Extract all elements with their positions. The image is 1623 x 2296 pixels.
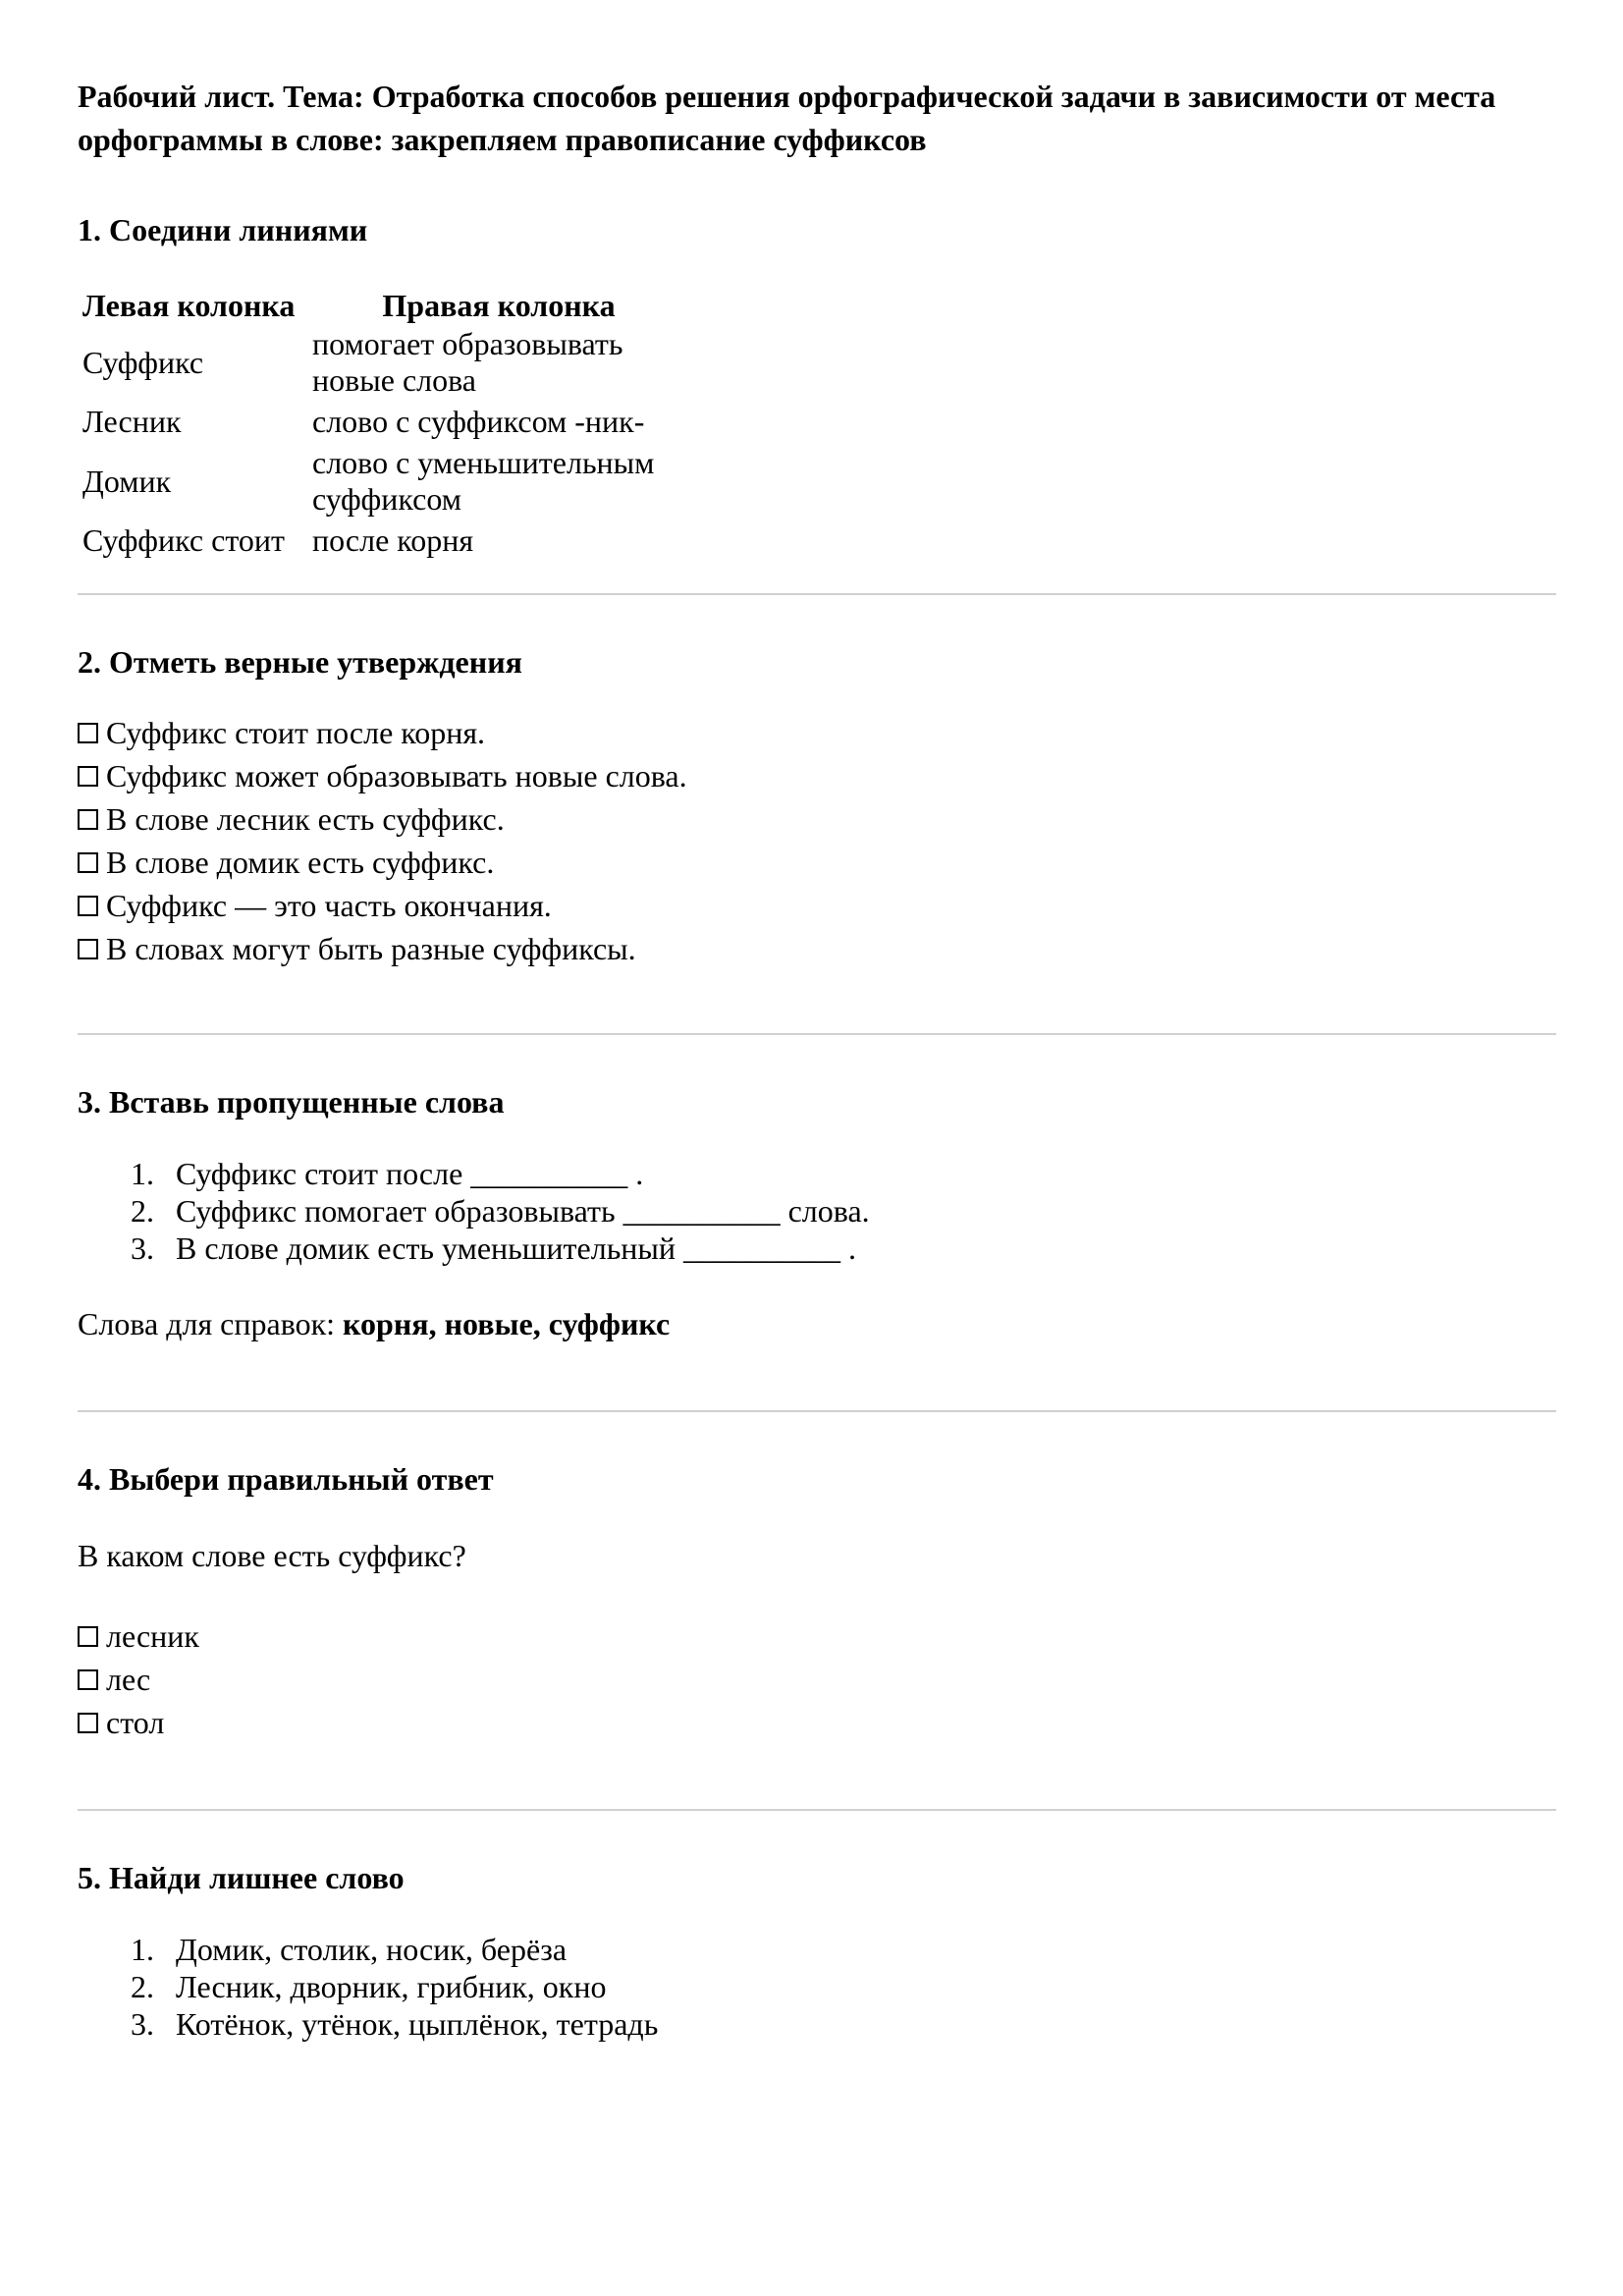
table-row — [82, 326, 685, 399]
list-item — [78, 1968, 1556, 2005]
checkbox[interactable] — [78, 766, 98, 787]
matching-table — [82, 285, 685, 564]
checkbox[interactable] — [78, 1713, 98, 1733]
table-row — [82, 518, 685, 564]
task4-question: В каком слове есть суффикс? — [78, 1538, 466, 1573]
col-left-header: Левая колонка — [82, 287, 296, 323]
reference-label: Слова для справок: — [78, 1306, 344, 1341]
reference-words — [78, 1304, 1556, 1343]
fill-in-list — [78, 1155, 1556, 1267]
list-number: 2. — [131, 1192, 154, 1229]
checkbox-item[interactable] — [78, 1658, 1556, 1701]
right-cell: слово с суффиксом -ник- — [312, 404, 645, 439]
checkbox[interactable] — [78, 723, 98, 743]
worksheet-page — [78, 75, 1556, 2043]
list-number: 3. — [131, 1230, 154, 1266]
checkbox-item[interactable] — [78, 754, 1556, 797]
checkbox-item[interactable] — [78, 884, 1556, 927]
table-row — [82, 399, 685, 445]
checkbox[interactable] — [78, 1669, 98, 1690]
task1-heading: 1. Соедини линиями — [78, 212, 368, 247]
checkbox-item[interactable] — [78, 841, 1556, 884]
list-item — [78, 2005, 1556, 2043]
list-text: Котёнок, утёнок, цыплёнок, тетрадь — [176, 2005, 659, 2042]
checkbox-label: Суффикс может образовывать новые слова. — [106, 757, 687, 793]
list-number: 1. — [131, 1931, 154, 1967]
list-item — [78, 1192, 1556, 1230]
checkbox-label: В словах могут быть разные суффиксы. — [106, 930, 636, 966]
left-cell: Лесник — [82, 404, 182, 439]
table-row — [82, 445, 685, 518]
checkbox-label: В слове лесник есть суффикс. — [106, 800, 505, 837]
list-number: 3. — [131, 2005, 154, 2042]
list-item — [78, 1155, 1556, 1192]
task4-heading: 4. Выбери правильный ответ — [78, 1461, 494, 1497]
reference-list: корня, новые, суффикс — [343, 1306, 671, 1341]
task5-heading: 5. Найди лишнее слово — [78, 1860, 405, 1895]
checkbox[interactable] — [78, 852, 98, 873]
left-cell: Суффикс стоит — [82, 522, 285, 558]
odd-word-list — [78, 1931, 1556, 2043]
checkbox[interactable] — [78, 896, 98, 916]
list-text: В слове домик есть уменьшительный __________ . — [176, 1230, 857, 1266]
answer-options — [78, 1614, 1556, 1744]
checkbox-item[interactable] — [78, 927, 1556, 970]
checkbox-item[interactable] — [78, 1614, 1556, 1658]
checkbox[interactable] — [78, 809, 98, 830]
task3-heading: 3. Вставь пропущенные слова — [78, 1084, 505, 1120]
list-number: 2. — [131, 1968, 154, 2004]
list-text: Суффикс помогает образовывать __________ слова. — [176, 1192, 870, 1229]
checkbox-label: лесник — [106, 1617, 199, 1654]
checkbox-item[interactable] — [78, 711, 1556, 754]
list-text: Лесник, дворник, грибник, окно — [176, 1968, 607, 2004]
worksheet-title: Рабочий лист. Тема: Отработка способов решения орфографической задачи в зависимости от места орфограммы в слове: закрепляем правописание суффиксов — [78, 79, 1496, 157]
checkbox-label: Суффикс стоит после корня. — [106, 714, 486, 750]
checkbox-item[interactable] — [78, 1701, 1556, 1744]
col-right-header: Правая колонка — [382, 287, 616, 323]
checkbox-label: стол — [106, 1704, 165, 1740]
left-cell: Домик — [82, 463, 172, 499]
checkbox-label: В слове домик есть суффикс. — [106, 844, 495, 880]
right-cell: помогает образовывать новые слова — [312, 326, 623, 398]
list-text: Домик, столик, носик, берёза — [176, 1931, 568, 1967]
checkbox[interactable] — [78, 939, 98, 959]
list-text: Суффикс стоит после __________ . — [176, 1155, 644, 1191]
checkbox-label: лес — [106, 1661, 151, 1697]
left-cell: Суффикс — [82, 344, 204, 380]
checkbox-item[interactable] — [78, 797, 1556, 841]
list-item — [78, 1931, 1556, 1968]
list-item — [78, 1230, 1556, 1267]
checkbox[interactable] — [78, 1626, 98, 1647]
matching-table-header — [82, 285, 685, 326]
checkbox-label: Суффикс — это часть окончания. — [106, 887, 552, 923]
task2-heading: 2. Отметь верные утверждения — [78, 644, 522, 680]
right-cell: слово с уменьшительным суффиксом — [312, 445, 655, 517]
right-cell: после корня — [312, 522, 474, 558]
statement-checklist — [78, 711, 1556, 970]
list-number: 1. — [131, 1155, 154, 1191]
